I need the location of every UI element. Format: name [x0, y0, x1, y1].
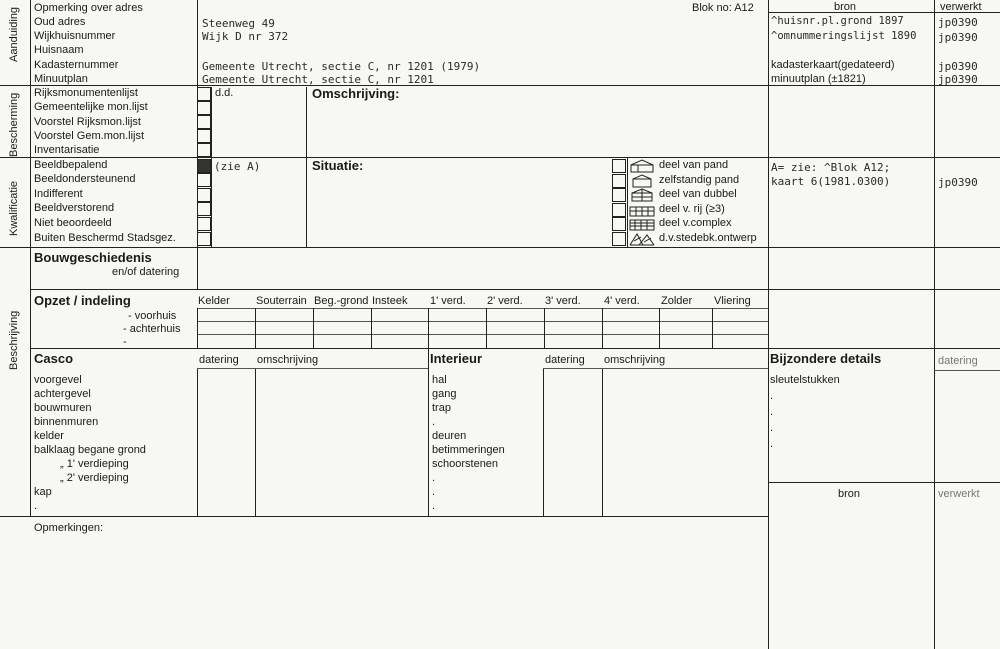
bijzondere-item: .	[770, 390, 774, 402]
label-wijkhuisnummer: Wijkhuisnummer	[34, 30, 116, 42]
interieur-item: betimmeringen	[432, 444, 505, 456]
divider-opzet	[30, 348, 1000, 349]
label-niet-beoordeeld: Niet beoordeeld	[34, 217, 112, 229]
section-bescherming: Bescherming	[8, 92, 20, 157]
checkbox-buiten[interactable]	[197, 232, 211, 246]
casco-head-line	[197, 368, 428, 369]
floor-3-verd: 3' verd.	[545, 295, 581, 307]
checkbox-voorstel-rijks[interactable]	[197, 115, 211, 129]
checkbox-beeldbepalend-checked[interactable]	[197, 159, 211, 173]
checkbox-indifferent[interactable]	[197, 188, 211, 202]
value-wijk: Wijk D nr 372	[202, 30, 289, 43]
label-voorstel-rijks: Voorstel Rijksmon.lijst	[34, 116, 141, 128]
deel-pand-icon	[629, 159, 655, 173]
col-omschrijving	[306, 87, 307, 247]
bijzondere-item: .	[770, 422, 774, 434]
row-blank: -	[123, 336, 127, 348]
section-beschrijving: Beschrijving	[8, 310, 20, 370]
casco-item: kap	[34, 486, 52, 498]
casco-col-omschrijving	[255, 368, 256, 516]
checkbox-beeldondersteunend[interactable]	[197, 173, 211, 187]
label-buiten-beschermd: Buiten Beschermd Stadsgez.	[34, 232, 176, 244]
bron-omnummering: ^omnummeringslijst 1890	[771, 30, 917, 42]
casco-item: achtergevel	[34, 388, 91, 400]
checkbox-deel-rij[interactable]	[612, 203, 626, 217]
label-en-of-datering: en/of datering	[112, 266, 180, 278]
interieur-head-line	[543, 368, 768, 369]
casco-col-datering	[197, 368, 198, 516]
bron-note-2: kaart 6(1981.0300)	[771, 175, 891, 188]
bron-footer-header: bron	[838, 488, 861, 500]
bijzondere-item: .	[770, 438, 774, 450]
value-zie-a: (zie A)	[214, 160, 261, 173]
interieur-item: .	[432, 486, 436, 498]
opzet-col-7	[602, 308, 603, 348]
floor-1-verd: 1' verd.	[430, 295, 466, 307]
value-kadaster: Gemeente Utrecht, sectie C, nr 1201 (1979)	[202, 60, 481, 73]
interieur-col-omschrijving	[602, 368, 603, 516]
label-dd: d.d.	[215, 87, 234, 99]
type-stedebk: d.v.stedebk.ontwerp	[659, 232, 757, 244]
casco-datering-header: datering	[199, 354, 239, 366]
verwerkt-4: jp0390	[938, 73, 978, 86]
opzet-line-3	[197, 334, 768, 335]
casco-item: binnenmuren	[34, 416, 99, 428]
opzet-col-4	[428, 308, 429, 348]
col-bron	[768, 0, 769, 649]
divider-bron2	[768, 482, 1000, 483]
label-opzet: Opzet / indeling	[34, 293, 131, 308]
interieur-item: trap	[432, 402, 451, 414]
opzet-col-6	[544, 308, 545, 348]
label-bijzondere-details: Bijzondere details	[770, 351, 882, 366]
label-kadasternummer: Kadasternummer	[34, 59, 119, 71]
col-boxes	[211, 87, 212, 247]
floor-vliering: Vliering	[714, 295, 751, 307]
bij-head-line	[934, 370, 1000, 371]
complex-icon	[629, 217, 655, 231]
type-rij: deel v. rij (≥3)	[659, 203, 725, 215]
col-sections	[30, 0, 31, 516]
bron-note-1: A= zie: ^Blok A12;	[771, 161, 891, 174]
floor-beg-grond: Beg.-grond	[314, 295, 369, 307]
label-minuutplan: Minuutplan	[34, 73, 88, 85]
label-opmerking-adres: Opmerking over adres	[34, 2, 143, 14]
checkbox-deel-complex[interactable]	[612, 217, 626, 231]
bron-kadasterkaart: kadasterkaart(gedateerd)	[771, 59, 895, 71]
section-kwalificatie: Kwalificatie	[8, 180, 20, 236]
row-achterhuis: - achterhuis	[123, 323, 181, 335]
opzet-line-1	[197, 308, 768, 309]
label-beeldbepalend: Beeldbepalend	[34, 159, 108, 171]
zelfstandig-pand-icon	[629, 174, 655, 188]
interieur-item: gang	[432, 388, 457, 400]
interieur-datering-header: datering	[545, 354, 585, 366]
interieur-item: .	[432, 472, 436, 484]
casco-item: .	[34, 500, 38, 512]
bron-minuutplan: minuutplan (±1821)	[771, 73, 866, 85]
floor-zolder: Zolder	[661, 295, 693, 307]
col-situatie-boxes	[627, 157, 628, 247]
type-deel-van-pand: deel van pand	[659, 159, 729, 171]
opzet-col-5	[486, 308, 487, 348]
opzet-col-8	[659, 308, 660, 348]
divider-opmerkingen	[0, 516, 768, 517]
interieur-item: .	[432, 500, 436, 512]
opzet-line-2	[197, 321, 768, 322]
label-oud-adres: Oud adres	[34, 16, 86, 28]
interieur-col-start	[428, 348, 429, 516]
col-verwerkt	[934, 0, 935, 649]
label-bouwgeschiedenis: Bouwgeschiedenis	[34, 250, 152, 265]
floor-2-verd: 2' verd.	[487, 295, 523, 307]
interieur-item: schoorstenen	[432, 458, 499, 470]
casco-item: balklaag begane grond	[34, 444, 146, 456]
bijzondere-datering-header: datering	[938, 355, 978, 367]
row-voorhuis: - voorhuis	[128, 310, 177, 322]
rij-icon	[629, 203, 655, 217]
checkbox-beeldverstorend[interactable]	[197, 202, 211, 216]
label-indifferent: Indifferent	[34, 188, 83, 200]
casco-item: „ 1' verdieping	[60, 458, 129, 470]
bijzondere-item: sleutelstukken	[770, 374, 840, 386]
casco-item: kelder	[34, 430, 64, 442]
checkbox-stedebk[interactable]	[612, 232, 626, 246]
label-huisnaam: Huisnaam	[34, 44, 84, 56]
label-opmerkingen: Opmerkingen:	[34, 522, 104, 534]
checkbox-deel-van-pand[interactable]	[612, 159, 626, 173]
casco-omschrijving-header: omschrijving	[257, 354, 319, 366]
value-oud-adres: Steenweg 49	[202, 17, 275, 30]
verwerkt-3: jp0390	[938, 60, 978, 73]
label-inventarisatie: Inventarisatie	[34, 144, 100, 156]
interieur-omschrijving-header: omschrijving	[604, 354, 666, 366]
divider-bouwgeschiedenis	[30, 289, 1000, 290]
label-rijksmonumentenlijst: Rijksmonumentenlijst	[34, 87, 138, 99]
opzet-col-0	[197, 308, 198, 348]
opzet-col-1	[255, 308, 256, 348]
verwerkt-header: verwerkt	[940, 1, 982, 13]
checkbox-zelfstandig[interactable]	[612, 174, 626, 188]
checkbox-deel-dubbel[interactable]	[612, 188, 626, 202]
verwerkt-1: jp0390	[938, 16, 978, 29]
floor-souterrain: Souterrain	[256, 295, 307, 307]
label-voorstel-gem: Voorstel Gem.mon.lijst	[34, 130, 145, 142]
label-interieur: Interieur	[430, 351, 483, 366]
interieur-item: deuren	[432, 430, 467, 442]
divider-kwalificatie	[0, 247, 1000, 248]
label-beeldondersteunend: Beeldondersteunend	[34, 173, 136, 185]
divider-bescherming	[0, 157, 1000, 158]
label-gemeentelijke: Gemeentelijke mon.lijst	[34, 101, 148, 113]
type-dubbel: deel van dubbel	[659, 188, 737, 200]
interieur-item: .	[432, 416, 436, 428]
bijzondere-item: .	[770, 406, 774, 418]
checkbox-rijks[interactable]	[197, 87, 211, 101]
label-omschrijving: Omschrijving:	[312, 86, 400, 101]
bron-header: bron	[834, 1, 857, 13]
bron-huisnr: ^huisnr.pl.grond 1897	[771, 15, 904, 27]
casco-item: bouwmuren	[34, 402, 92, 414]
floor-4-verd: 4' verd.	[604, 295, 640, 307]
interieur-item: hal	[432, 374, 447, 386]
dubbel-pand-icon	[629, 188, 655, 202]
opzet-col-3	[371, 308, 372, 348]
interieur-col-datering	[543, 368, 544, 516]
type-zelfstandig: zelfstandig pand	[659, 174, 740, 186]
casco-item: „ 2' verdieping	[60, 472, 129, 484]
checkbox-gemeentelijk[interactable]	[197, 101, 211, 115]
checkbox-niet-beoordeeld[interactable]	[197, 217, 211, 231]
casco-item: voorgevel	[34, 374, 82, 386]
floor-insteek: Insteek	[372, 295, 408, 307]
label-beeldverstorend: Beeldverstorend	[34, 202, 115, 214]
section-aanduiding: Aanduiding	[8, 6, 20, 62]
label-situatie: Situatie:	[312, 158, 364, 173]
verwerkt-kwalificatie: jp0390	[938, 176, 978, 189]
label-casco: Casco	[34, 351, 74, 366]
opzet-col-2	[313, 308, 314, 348]
stedebouw-icon	[629, 232, 655, 246]
floor-kelder: Kelder	[198, 295, 230, 307]
type-complex: deel v.complex	[659, 217, 732, 229]
value-minuut: Gemeente Utrecht, sectie C, nr 1201	[202, 73, 434, 86]
verwerkt-footer-header: verwerkt	[938, 488, 980, 500]
opzet-col-9	[712, 308, 713, 348]
verwerkt-2: jp0390	[938, 31, 978, 44]
checkbox-inventarisatie[interactable]	[197, 143, 211, 157]
blok-number: Blok no: A12	[692, 2, 754, 14]
checkbox-voorstel-gem[interactable]	[197, 129, 211, 143]
